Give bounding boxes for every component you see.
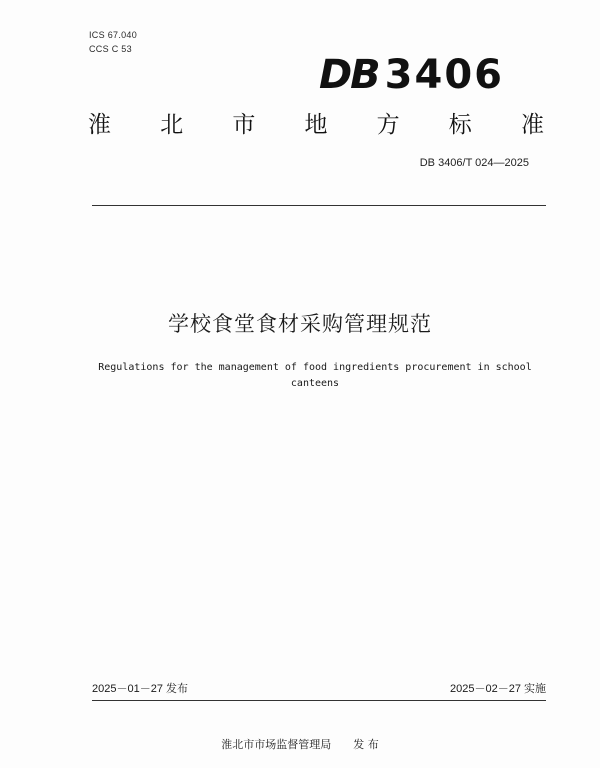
implementation-date: 2025－02－27 实施 [450, 683, 546, 695]
db-logo-letters: DB [318, 52, 379, 98]
standard-number: DB 3406/T 024—2025 [419, 157, 529, 169]
issuer-type-char: 准 [520, 112, 544, 138]
issuer-type-heading [88, 110, 544, 140]
issuer-type-char: 方 [376, 112, 400, 138]
issuer-type-char: 市 [232, 112, 256, 138]
publisher-line [0, 736, 600, 752]
top-divider [92, 205, 546, 206]
issuer-type-char: 北 [160, 112, 184, 138]
publisher-action: 发 布 [353, 738, 379, 751]
title-english-line-2: canteens [290, 378, 340, 389]
ics-code: ICS 67.040 [89, 30, 138, 40]
publisher-name: 淮北市市场监督管理局 [221, 738, 332, 751]
title-chinese: 学校食堂食材采购管理规范 [168, 312, 432, 336]
issuer-type-char: 标 [448, 112, 472, 138]
title-english-line-1: Regulations for the management of food ingredients procurement in school [98, 362, 532, 373]
issuer-type-char: 地 [304, 112, 328, 138]
issuer-type-char: 淮 [88, 112, 111, 138]
title-english [80, 360, 550, 392]
classification-codes [89, 28, 137, 56]
publish-date: 2025－01－27 发布 [92, 683, 188, 695]
db-standard-logo [319, 52, 504, 98]
db-logo-code: 3406 [384, 52, 504, 98]
ccs-code: CCS C 53 [89, 44, 132, 54]
bottom-divider [92, 700, 546, 701]
